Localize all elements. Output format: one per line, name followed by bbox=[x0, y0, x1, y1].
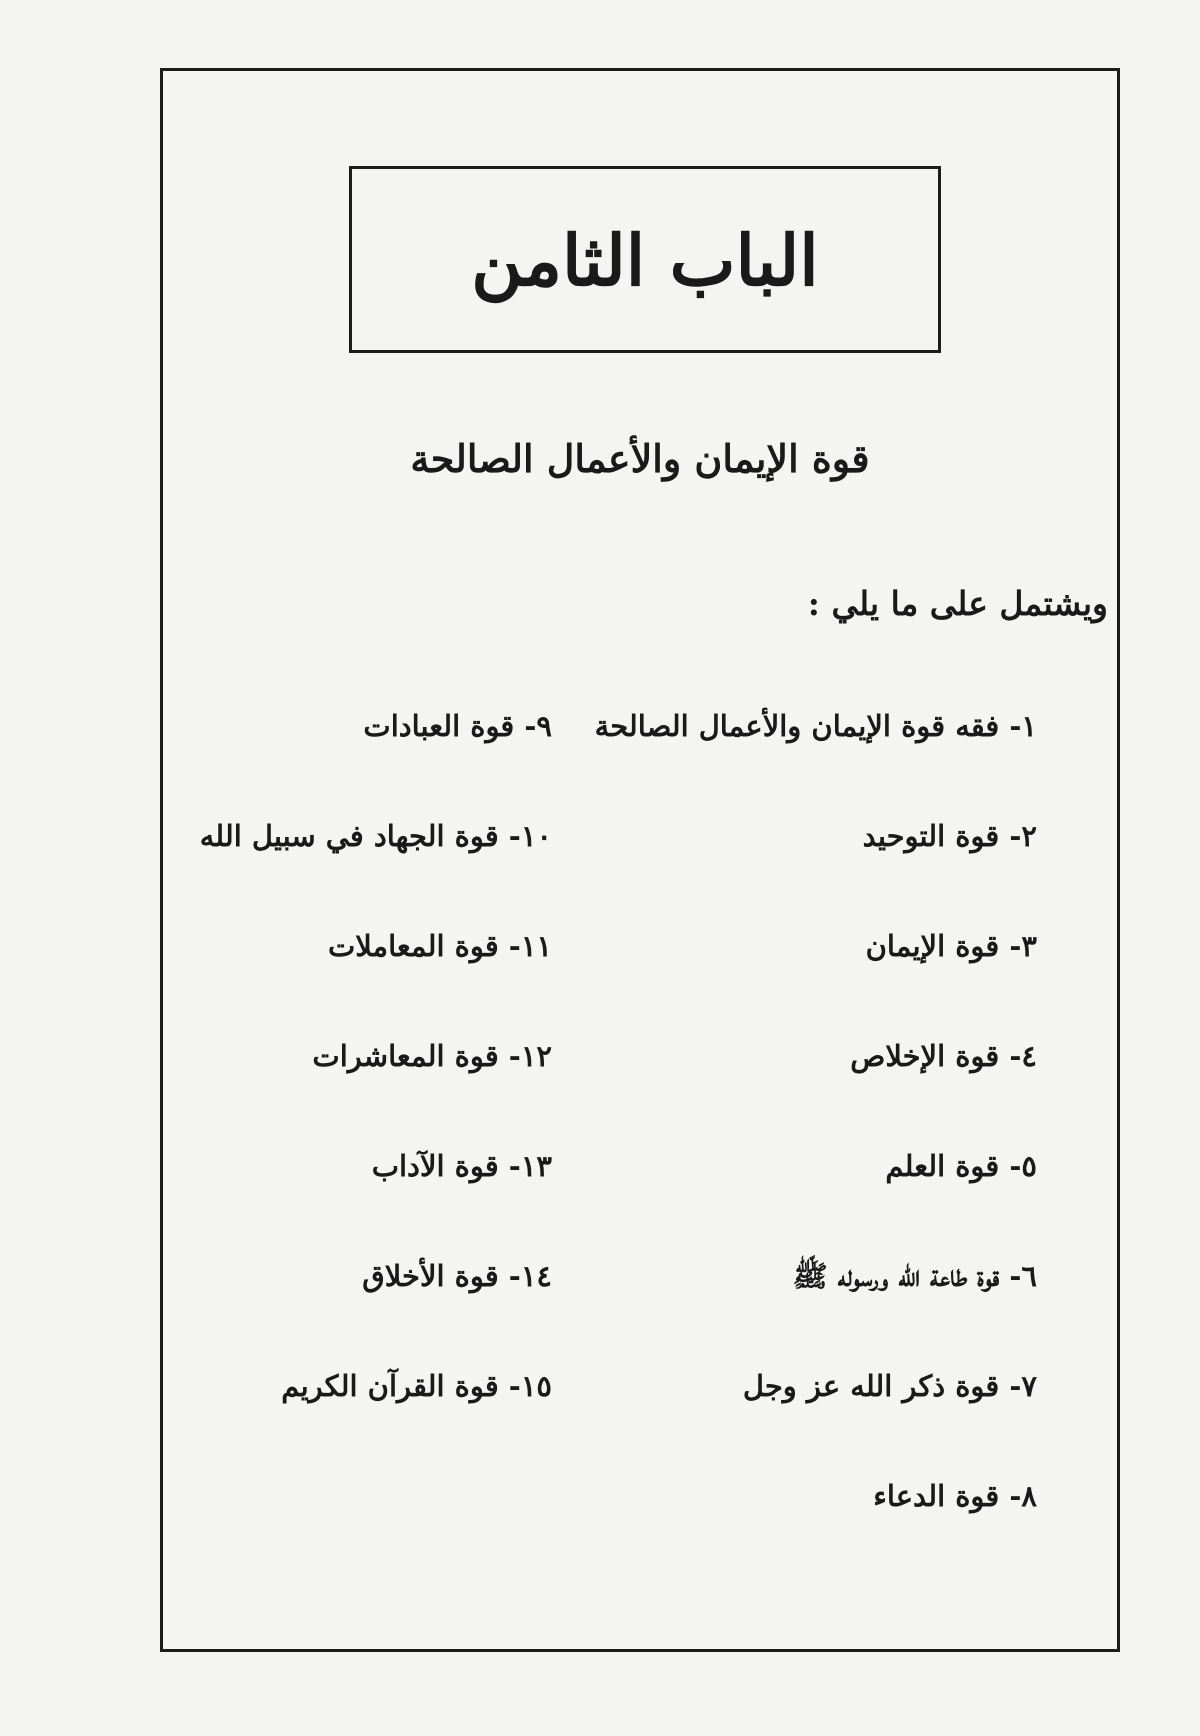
section-title: قوة الإيمان والأعمال الصالحة bbox=[410, 436, 870, 481]
toc-item: ٢- قوة التوحيد bbox=[862, 819, 1037, 853]
chapter-title: الباب الثامن bbox=[471, 218, 819, 302]
toc-left-column bbox=[200, 701, 552, 1471]
toc-item: ٧- قوة ذكر الله عز وجل bbox=[742, 1369, 1037, 1403]
toc-item: ١٣- قوة الآداب bbox=[371, 1149, 552, 1183]
toc-item: ٦- قوة طاعة الله ورسوله ﷺ bbox=[792, 1259, 1037, 1293]
toc-item: ٥- قوة العلم bbox=[885, 1149, 1037, 1183]
section-intro: ويشتمل على ما يلي : bbox=[807, 584, 1108, 623]
toc-item: ١٤- قوة الأخلاق bbox=[362, 1259, 552, 1293]
toc-item: ١٢- قوة المعاشرات bbox=[312, 1039, 552, 1073]
toc-item: ١٥- قوة القرآن الكريم bbox=[281, 1369, 552, 1403]
toc-item: ٩- قوة العبادات bbox=[363, 709, 552, 743]
chapter-title-box bbox=[349, 166, 941, 353]
toc-item: ٤- قوة الإخلاص bbox=[850, 1039, 1037, 1073]
page-frame bbox=[160, 68, 1120, 1652]
toc-item: ١١- قوة المعاملات bbox=[327, 929, 552, 963]
toc-item: ١٠- قوة الجهاد في سبيل الله bbox=[199, 819, 552, 853]
toc-item: ١- فقه قوة الإيمان والأعمال الصالحة bbox=[594, 709, 1037, 743]
toc-item: ٨- قوة الدعاء bbox=[873, 1479, 1037, 1513]
toc-right-column bbox=[595, 701, 1037, 1581]
toc-item: ٣- قوة الإيمان bbox=[865, 929, 1037, 963]
